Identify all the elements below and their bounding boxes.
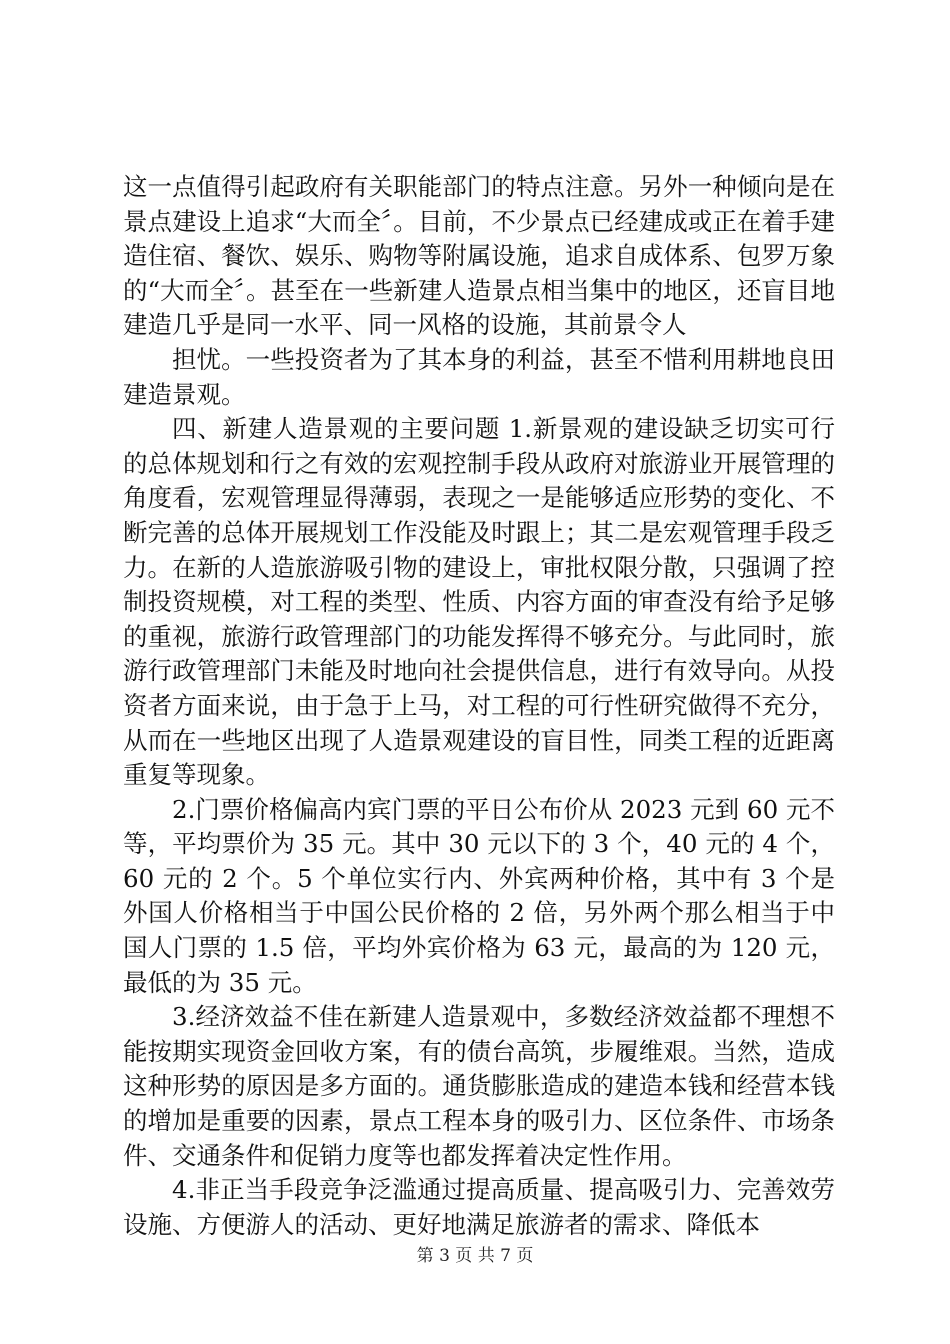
document-body — [123, 170, 835, 1242]
paragraph-4: 2.门票价格偏高内宾门票的平日公布价从 2023 元到 60 元不等，平均票价为 35 元。其中 30 元以下的 3 个，40 元的 4 个，60 元的 2 个。5 个单位实行内、外宾两种价格，其中有 3 个是外国人价格相当于中国公民价格的 2 倍，另外两个那么相当于中国人门票的 1.5 倍，平均外宾价格为 63 元，最高的为 120 元，最低的为 35 元。 — [123, 794, 835, 997]
paragraph-2: 担忧。一些投资者为了其本身的利益，甚至不惜利用耕地良田建造景观。 — [123, 344, 835, 409]
paragraph-5: 3.经济效益不佳在新建人造景观中，多数经济效益都不理想不能按期实现资金回收方案，有的债台高筑，步履维艰。当然，造成这种形势的原因是多方面的。通货膨胀造成的建造本钱和经营本钱的增加是重要的因素，景点工程本身的吸引力、区位条件、市场条件、交通条件和促销力度等也都发挥着决定性作用。 — [123, 1002, 835, 1170]
paragraph-1: 这一点值得引起政府有关职能部门的特点注意。另外一种倾向是在景点建设上追求“大而全〞。目前，不少景点已经建成或正在着手建造住宿、餐饮、娱乐、购物等附属设施，追求自成体系、包罗万象的“大而全〞。甚至在一些新建人造景点相当集中的地区，还盲目地建造几乎是同一水平、同一风格的设施，其前景令人 — [123, 172, 835, 340]
paragraph-6: 4.非正当手段竞争泛滥通过提高质量、提高吸引力、完善效劳设施、方便游人的活动、更好地满足旅游者的需求、降低本 — [123, 1175, 835, 1239]
page-number-footer: 第 3 页 共 7 页 — [416, 1246, 534, 1266]
paragraph-3: 四、新建人造景观的主要问题 1.新景观的建设缺乏切实可行的总体规划和行之有效的宏观控制手段从政府对旅游业开展管理的角度看，宏观管理显得薄弱，表现之一是能够适应形势的变化、不断完善的总体开展规划工作没能及时跟上；其二是宏观管理手段乏力。在新的人造旅游吸引物的建设上，审批权限分散，只强调了控制投资规模，对工程的类型、性质、内容方面的审查没有给予足够的重视，旅游行政管理部门的功能发挥得不够充分。与此同时，旅游行政管理部门未能及时地向社会提供信息，进行有效导向。从投资者方面来说，由于急于上马，对工程的可行性研究做得不充分，从而在一些地区出现了人造景观建设的盲目性，同类工程的近距离重复等现象。 — [123, 414, 835, 790]
